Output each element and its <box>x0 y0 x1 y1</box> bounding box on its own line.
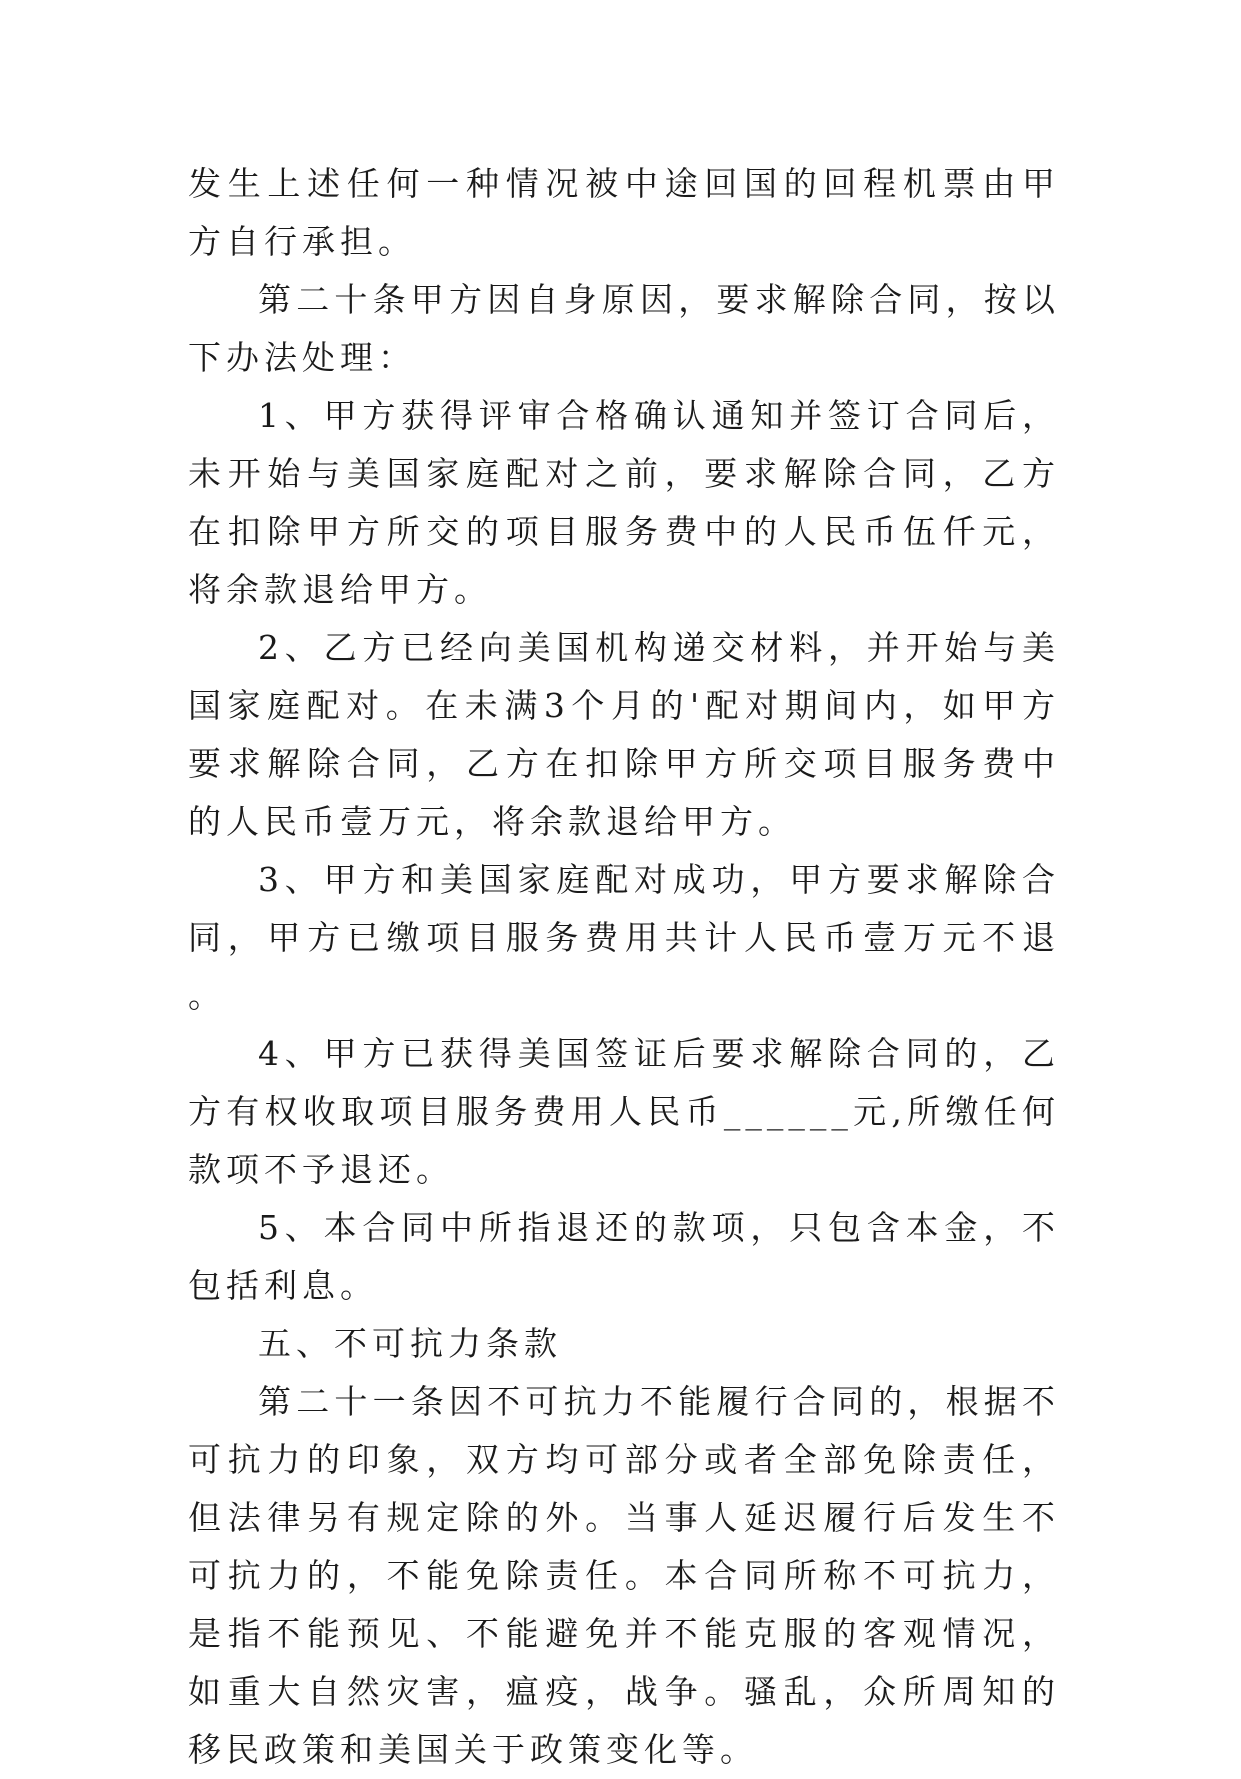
paragraph-clause-5: 5、本合同中所指退还的款项，只包含本金，不包括利息。 <box>188 1208 1060 1305</box>
paragraph-article-20: 第二十条甲方因自身原因，要求解除合同，按以下办法处理： <box>188 280 1060 377</box>
paragraph-clause-4: 4、甲方已获得美国签证后要求解除合同的，乙方有权收取项目服务费用人民币______元,所缴任何款项不予退还。 <box>188 1034 1060 1189</box>
paragraph-clause-3: 3、甲方和美国家庭配对成功，甲方要求解除合同，甲方已缴项目服务费用共计人民币壹万元不退。 <box>188 860 1060 1015</box>
section-heading-force-majeure: 五、不可抗力条款 <box>258 1324 562 1363</box>
document-body <box>188 155 1060 1779</box>
paragraph-return-ticket: 发生上述任何一种情况被中途回国的回程机票由甲方自行承担。 <box>188 164 1060 261</box>
paragraph-article-21: 第二十一条因不可抗力不能履行合同的，根据不可抗力的印象，双方均可部分或者全部免除责任，但法律另有规定除的外。当事人延迟履行后发生不可抗力的，不能免除责任。本合同所称不可抗力，是指不能预见、不能避免并不能克服的客观情况，如重大自然灾害，瘟疫，战争。骚乱，众所周知的移民政策和美国关于政策变化等。 <box>188 1382 1060 1769</box>
paragraph-clause-2: 2、乙方已经向美国机构递交材料，并开始与美国家庭配对。在未满3个月的'配对期间内，如甲方要求解除合同，乙方在扣除甲方所交项目服务费中的人民币壹万元，将余款退给甲方。 <box>188 628 1060 841</box>
paragraph-clause-1: 1、甲方获得评审合格确认通知并签订合同后，未开始与美国家庭配对之前，要求解除合同，乙方在扣除甲方所交的项目服务费中的人民币伍仟元，将余款退给甲方。 <box>188 396 1060 609</box>
